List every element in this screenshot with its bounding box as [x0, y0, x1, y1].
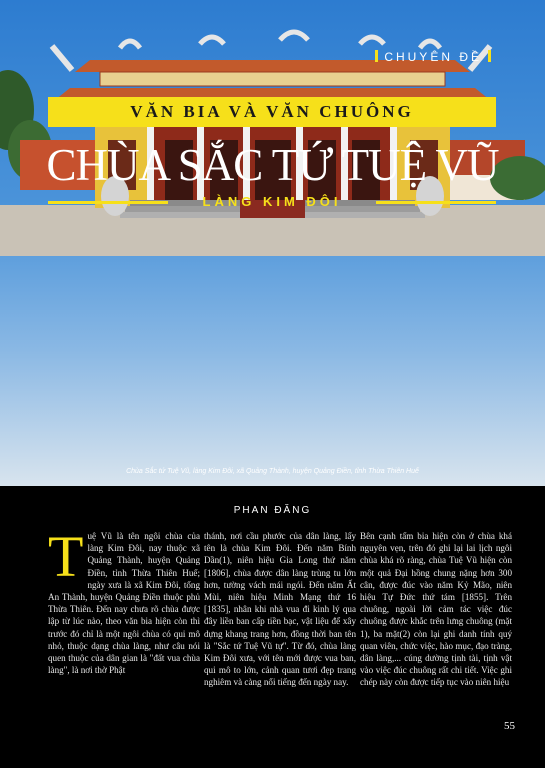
column-text: uệ Vũ là tên ngôi chùa của làng Kim Đôi, nay thuộc xã Quảng Thành, huyện Quảng Điền, tỉnh Thừa Thiên Huế; ngày xưa là xã Kim Đôi, tổng An Thành, huyện Quảng Điền thuộc phủ Thừa Thiên. Đến nay chưa rõ chùa được lập từ lúc nào, theo văn bia hiện còn thì trước đó chỉ là một ngôi chùa có qui mô nhỏ, thuộc dạng chùa làng, như câu nói quen thuộc của dân gian là "đất vua chùa làng", là nơi thờ Phật — [48, 531, 200, 676]
article-column-3 — [360, 530, 512, 689]
temple-photo — [0, 0, 545, 256]
photo-caption: Chùa Sắc tứ Tuệ Vũ, làng Kim Đôi, xã Quảng Thành, huyện Quảng Điền, tỉnh Thừa Thiên Huế — [126, 468, 419, 475]
article-column-1 — [48, 524, 200, 676]
subtitle: LÀNG KIM ĐÔI — [202, 194, 342, 209]
page-number: 55 — [504, 720, 515, 732]
band-title: VĂN BIA VÀ VĂN CHUÔNG — [48, 97, 496, 127]
drop-cap: T — [48, 524, 84, 589]
column-text: thánh, nơi cầu phước của dân làng, lấy tên là chùa Kim Đôi. Đến năm Bính Dần(1), niên hiệu Gia Long thứ năm [1806], chùa được dân làng trùng tu lớn hơn, tường vách mái ngói. Đến năm Ất Mùi, niên hiệu Minh Mạng thứ 16 [1835], nhân khi nhà vua đi kinh lý qua đây liền ban cấp tiền bạc, vật liệu để xây dựng khang trang hơn, đồng thời ban tên là "Sắc tứ Tuệ Vũ tự". Từ đó, chùa làng Kim Đôi xưa, với tên mới được vua ban, qui mô to lớn, cảnh quan tươi đẹp trang nghiêm và càng nổi tiếng đến ngày nay. — [204, 531, 356, 688]
subtitle-rule-right — [376, 201, 496, 204]
article-column-2 — [204, 530, 356, 689]
subtitle-row — [48, 192, 496, 212]
section-label: CHUYÊN ĐỀ — [369, 50, 497, 64]
author-name: PHAN ĐĂNG — [233, 505, 312, 516]
main-title: CHÙA SẮC TỨ TUỆ VŨ — [46, 140, 499, 190]
column-text: Bên cạnh tấm bia hiện còn ở chùa khá nguyên vẹn, trên đó ghi lại lai lịch ngôi chùa khá rõ ràng, chùa Tuệ Vũ hiện còn một quả Đại hồng chung nặng hơn 300 cân, được đúc vào năm Kỷ Mão, niên hiệu Tự Đức thứ tám [1855]. Trên chuông, ngoài lời cảm tác việc đúc chuông được khắc trên lưng chuông (mặt 1), ba mặt(2) còn lại ghi danh tính quý quan viên, chức việc, hào mục, đạo tràng, dân làng,... cúng dường tịnh tài, tịnh vật vào việc đúc chuông rất chi tiết. Việc ghi chép này còn được tiếp tục vào niên hiệu — [360, 531, 512, 688]
